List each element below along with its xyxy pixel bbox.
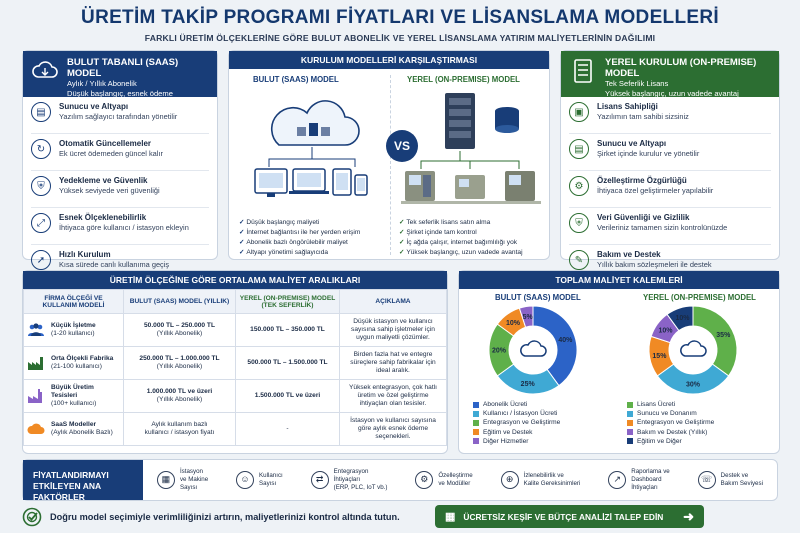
onprem-cost-pie (647, 304, 739, 396)
pie-slice-label: 10% (506, 319, 521, 327)
cost-table-title: ÜRETİM ÖLÇEĞİNE GÖRE ORTALAMA MALİYET ARALIKLARI (23, 271, 447, 289)
server-icon: ▤ (31, 102, 51, 122)
costs-title: TOPLAM MALİYET KALEMLERİ (459, 271, 779, 289)
server-icon (569, 57, 597, 85)
factor-icon: ☺ (236, 471, 254, 489)
people-icon (27, 321, 45, 339)
legend-item: Sunucu ve Donanım (627, 409, 714, 418)
compare-right-title: YEREL (ON-PREMISE) MODEL (407, 75, 520, 84)
cost-table-panel (22, 270, 448, 454)
refresh-icon: ↻ (31, 139, 51, 159)
license-icon: ▣ (569, 102, 589, 122)
compare-left-title: BULUT (SAAS) MODEL (253, 75, 339, 84)
onprem-title: YEREL KURULUM (ON-PREMISE) MODEL (605, 57, 757, 79)
onprem-panel-header (561, 51, 779, 97)
legend-item: Entegrasyon ve Geliştirme (473, 418, 560, 427)
legend-item: Abonelik Ücreti (473, 400, 560, 409)
pie-slice-label: 30% (685, 381, 701, 389)
arrow-right-icon: ➜ (683, 508, 694, 524)
legend-item: Diğer Hizmetler (473, 437, 560, 446)
center-icon (521, 341, 546, 356)
shield-icon: ⛨ (569, 213, 589, 233)
cloud-icon (31, 57, 59, 85)
costs-panel (458, 270, 780, 454)
factor-item: ⊕ İzlenebilirlik ve Kalite Gereksinimleri (497, 471, 585, 489)
pie-slice-label: 10% (658, 327, 673, 335)
factor-icon: ⊕ (501, 471, 519, 489)
compare-panel (228, 50, 550, 260)
saas-line1: Aylık / Yıllık Abonelik (67, 79, 137, 88)
pie1-title: BULUT (SAAS) MODEL (495, 293, 581, 302)
factory-icon (27, 354, 45, 372)
vs-badge: VS (386, 130, 418, 162)
factor-item: ⇄ Entegrasyon İhtiyaçları (ERP, PLC, IoT vb.) (307, 468, 392, 491)
factor-icon: ⇄ (311, 471, 329, 489)
table-row: SaaS Modeller (Aylık Abonelik Bazlı) Aylık kullanım bazlı kullanıcı / istasyon fiyatı - İstasyon ve kullanıcı sayısına göre aylık esnek ödeme seçenekleri. (24, 413, 447, 446)
header (0, 0, 800, 48)
legend-item: Lisans Ücreti (627, 400, 714, 409)
onprem-feature: ▣ Lisans Sahipliği Yazılımın tam sahibi sizsiniz (561, 102, 779, 133)
legend-item: Entegrasyon ve Geliştirme (627, 418, 714, 427)
saas-feature: ⤢ Esnek Ölçeklenebilirlik İhtiyaca göre kullanıcı / istasyon ekleyin (23, 213, 217, 244)
scale-icon: ⤢ (31, 213, 51, 233)
factor-item: ⚙ Özelleştirme ve Modüller (411, 471, 476, 489)
factor-icon: ▦ (157, 471, 175, 489)
pie2-title: YEREL (ON-PREMISE) MODEL (643, 293, 756, 302)
pie-slice-label: 35% (716, 332, 731, 340)
onprem-feature: ⚙ Özelleştirme Özgürlüğü İhtiyaca özel geliştirmeler yapılabilir (561, 176, 779, 207)
saas-feature: ⛨ Yedekleme ve Güvenlik Yüksek seviyede veri güvenliği (23, 176, 217, 207)
pie-slice-label: 5% (522, 313, 533, 321)
wrench-icon: ✎ (569, 250, 589, 270)
bottom-text: Doğru model seçimiyle verimliliğinizi artırın, maliyetlerinizi kontrol altında tutun. (50, 511, 400, 522)
target-check-icon (22, 507, 42, 527)
factors-bar (22, 459, 778, 501)
saas-panel (22, 50, 218, 269)
pie-slice-label: 25% (520, 381, 535, 389)
server-icon: ▤ (569, 139, 589, 159)
compare-left-list: ✓ Düşük başlangıç maliyeti ✓ İnternet bağlantısı ile her yerden erişim ✓ Abonelik bazlı öngörülebilir maliyet ✓ Altyapı yönetimi sağlayıcıda (239, 218, 360, 258)
factor-item: ↗ Raporlama ve Dashboard İhtiyaçları (604, 468, 674, 491)
request-analysis-button[interactable]: ▦ ÜCRETSİZ KEŞİF VE BÜTÇE ANALİZİ TALEP EDİN ➜ (435, 505, 704, 528)
saas-feature: ➚ Hızlı Kurulum Kısa sürede canlı kullanıma geçiş (23, 250, 217, 281)
onprem-feature: ▤ Sunucu ve Altyapı Şirket içinde kurulur ve yönetilir (561, 139, 779, 170)
saas-feature: ↻ Otomatik Güncellemeler Ek ücret ödemeden güncel kalır (23, 139, 217, 170)
onprem-panel (560, 50, 780, 269)
compare-title: KURULUM MODELLERİ KARŞILAŞTIRMASI (229, 51, 549, 69)
saas-panel-header (23, 51, 217, 97)
factor-item: ▦ İstasyon ve Makine Sayısı (153, 468, 212, 491)
saas-pie-legend (473, 400, 560, 446)
compare-right-list: ✓ Tek seferlik lisans satın alma ✓ Şirket içinde tam kontrol ✓ İç ağda çalışır, internet bağımlılığı yok ✓ Yüksek başlangıç, uzun vadede avantaj (399, 218, 523, 258)
factors-title: FİYATLANDIRMAYI ETKİLEYEN ANA FAKTÖRLER (23, 460, 143, 500)
factor-item: ☺ Kullanıcı Sayısı (232, 471, 287, 489)
rocket-icon: ➚ (31, 250, 51, 270)
page-subtitle: FARKLI ÜRETİM ÖLÇEKLERİNE GÖRE BULUT ABONELİK VE YEREL LİSANSLAMA YATIRIM MALİYETLERİNİN DAĞILIMI (144, 33, 656, 43)
saas-feature: ▤ Sunucu ve Altyapı Yazılım sağlayıcı tarafından yönetilir (23, 102, 217, 133)
onprem-pie-legend (627, 400, 714, 446)
pie-slice-label: 40% (558, 336, 573, 344)
factor-icon: ↗ (608, 471, 626, 489)
saas-title: BULUT TABANLI (SAAS) MODEL (67, 57, 179, 79)
onprem-feature: ✎ Bakım ve Destek Yıllık bakım sözleşmeleri ile destek (561, 250, 779, 281)
page-title: ÜRETİM TAKİP PROGRAMI FİYATLARI VE LİSANSLAMA MODELLERİ (81, 7, 719, 28)
factor-icon: ⚙ (415, 471, 433, 489)
calculator-icon: ▦ (445, 511, 456, 523)
table-row: Küçük İşletme (1-20 kullanıcı) 50.000 TL – 250.000 TL (Yıllık Abonelik) 150.000 TL – 350.000 TL Düşük istasyon ve kullanıcı sayısına sahip işletmeler için uygun maliyetli çözümler. (24, 314, 447, 347)
legend-item: Kullanıcı / İstasyon Ücreti (473, 409, 560, 418)
shield-icon: ⛨ (31, 176, 51, 196)
gear-icon: ⚙ (569, 176, 589, 196)
onprem-line1: Tek Seferlik Lisans (605, 79, 669, 88)
pie-slice-label: 20% (491, 347, 507, 355)
cost-table: FİRMA ÖLÇEĞİ VE KULLANIM MODELİ BULUT (SAAS) MODEL (YILLIK) YEREL (ON-PREMISE) MODEL (TEK SEFERLİK) AÇIKLAMA Küçük İşletme (1-20 kullanıcı) 50.000 TL – 250.000 TL (Yıllık Abonelik) 150.000 TL – 350.000 TL Düşük istasyon ve kullanıcı sayısına sahip işletmeler için uygun maliyetli çözümler. Orta Ölçekli Fabrika (21-100 kullanıcı) 250.000 TL – 1.000.000 TL (Yıllık Abonelik) 500.000 TL – 1.500.000 TL Birden fazla hat ve entegre süreçlere sahip fabrikalar için ideal aralık. Büyük Üretim Tesisleri (100+ kullanıcı) 1.000.000 TL ve üzeri (Yıllık Abonelik) 1.500.000 TL ve üzeri Yüksek entegrasyon, çok hatlı üretim ve özel geliştirme ihtiyaçları olan tesisler. SaaS Modeller (Aylık Abonelik Bazlı) Aylık kullanım bazlı kullanıcı / istasyon fiyatı - İstasyon ve kullanıcı sayısına göre aylık esnek ödeme seçenekleri. (23, 289, 447, 446)
saas-cost-pie (487, 304, 579, 396)
pie-slice-label: 15% (652, 352, 667, 360)
factor-item: ☏ Destek ve Bakım Seviyesi (694, 471, 767, 489)
onprem-feature: ⛨ Veri Güvenliği ve Gizlilik Verileriniz tamamen sizin kontrolünüzde (561, 213, 779, 244)
table-row: Büyük Üretim Tesisleri (100+ kullanıcı) 1.000.000 TL ve üzeri (Yıllık Abonelik) 1.500.000 TL ve üzeri Yüksek entegrasyon, çok hatlı üretim ve özel geliştirme ihtiyaçları olan tesisler. (24, 380, 447, 413)
bottom-message (22, 505, 422, 528)
onprem-line2: Yüksek başlangıç, uzun vadede avantaj (605, 88, 739, 98)
cloud-devices-illustration (249, 89, 375, 219)
cloud-icon (27, 420, 45, 438)
legend-item: Eğitim ve Destek (473, 428, 560, 437)
server-rack-illustration (401, 89, 541, 219)
factor-icon: ☏ (698, 471, 716, 489)
pie-slice-label: 10% (675, 315, 690, 323)
legend-item: Bakım ve Destek (Yıllık) (627, 428, 714, 437)
saas-line2: Düşük başlangıç, esnek ödeme (67, 88, 173, 98)
center-icon (681, 341, 706, 356)
legend-item: Eğitim ve Diğer (627, 437, 714, 446)
plant-icon (27, 387, 45, 405)
table-row: Orta Ölçekli Fabrika (21-100 kullanıcı) 250.000 TL – 1.000.000 TL (Yıllık Abonelik) 500.000 TL – 1.500.000 TL Birden fazla hat ve entegre süreçlere sahip fabrikalar için ideal aralık. (24, 347, 447, 380)
